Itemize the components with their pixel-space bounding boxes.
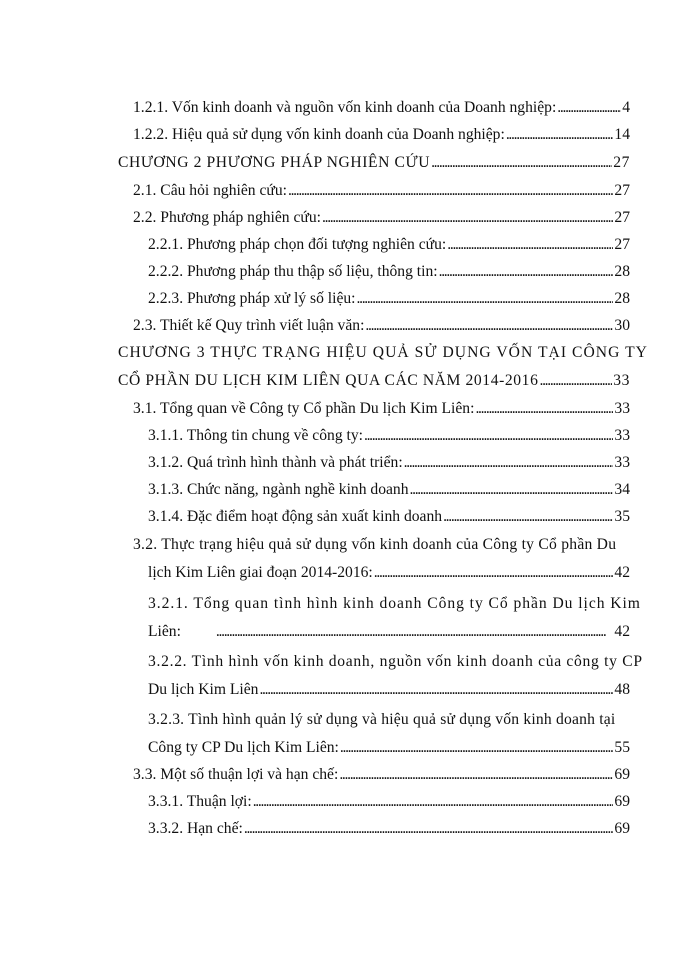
toc-entry-page: 28 bbox=[614, 263, 630, 280]
toc-entry-page: 30 bbox=[614, 317, 630, 334]
toc-entry-chapter-3[interactable] bbox=[118, 340, 648, 366]
toc-entry-chapter-2[interactable] bbox=[118, 150, 630, 176]
toc-leader-dots bbox=[339, 735, 614, 761]
toc-entry-1-2-1[interactable] bbox=[133, 95, 630, 121]
toc-entry-title: 3.1.1. Thông tin chung về công ty: bbox=[148, 427, 363, 444]
toc-entry-3-2-cont[interactable] bbox=[148, 560, 630, 586]
toc-entry-page: 34 bbox=[614, 481, 630, 498]
toc-entry-title: 3.2. Thực trạng hiệu quả sử dụng vốn kinh doanh của Công ty Cổ phần Du bbox=[133, 536, 617, 553]
toc-leader-dots bbox=[505, 122, 614, 148]
toc-entry-title: 3.2.1. Tổng quan tình hình kinh doanh Công ty Cổ phần Du lịch Kim bbox=[148, 595, 641, 612]
toc-entry-title: 2.2. Phương pháp nghiên cứu: bbox=[133, 209, 322, 226]
toc-entry-2-1[interactable] bbox=[133, 178, 630, 204]
toc-entry-title: 3.1.4. Đặc điểm hoạt động sản xuất kinh doanh bbox=[148, 508, 443, 525]
toc-entry-title: 2.3. Thiết kế Quy trình viết luận văn: bbox=[133, 317, 365, 334]
toc-entry-title: CHƯƠNG 3 THỰC TRẠNG HIỆU QUẢ SỬ DỤNG VỐN TẠI CÔNG TY bbox=[118, 344, 648, 361]
toc-leader-dots bbox=[442, 504, 613, 530]
toc-entry-page: 33 bbox=[614, 427, 630, 444]
toc-entry-chapter-3-cont[interactable] bbox=[118, 368, 630, 394]
toc-entry-page: 27 bbox=[614, 182, 630, 199]
toc-entry-3-3-1[interactable] bbox=[148, 789, 630, 815]
toc-leader-dots bbox=[321, 205, 613, 231]
toc-entry-1-2-2[interactable] bbox=[133, 122, 630, 148]
toc-entry-page: 33 bbox=[613, 372, 630, 389]
toc-entry-page: 48 bbox=[614, 681, 630, 698]
toc-entry-title: 1.2.2. Hiệu quả sử dụng vốn kinh doanh của Doanh nghiệp: bbox=[133, 126, 505, 143]
toc-entry-page: 33 bbox=[614, 454, 630, 471]
toc-entry-page: 33 bbox=[614, 400, 630, 417]
toc-leader-dots bbox=[446, 232, 613, 258]
toc-leader-dots bbox=[287, 178, 613, 204]
toc-entry-title: 2.2.1. Phương pháp chọn đối tượng nghiên cứu: bbox=[148, 236, 447, 253]
toc-entry-3-2-2-cont[interactable] bbox=[148, 677, 630, 703]
toc-entry-title: 2.2.2. Phương pháp thu thập số liệu, thông tin: bbox=[148, 263, 438, 280]
toc-entry-page: 27 bbox=[614, 236, 630, 253]
toc-entry-page: 55 bbox=[614, 739, 630, 756]
toc-entry-2-2-2[interactable] bbox=[148, 259, 630, 285]
toc-leader-dots bbox=[364, 313, 613, 339]
toc-entry-title: 3.3.1. Thuận lợi: bbox=[148, 793, 252, 810]
toc-entry-title: lịch Kim Liên giai đoạn 2014-2016: bbox=[148, 564, 373, 581]
toc-entry-page: 27 bbox=[614, 209, 630, 226]
toc-entry-3-1[interactable] bbox=[133, 396, 630, 422]
toc-leader-dots bbox=[409, 477, 614, 503]
toc-entry-title: 3.3.2. Hạn chế: bbox=[148, 820, 243, 837]
toc-leader-dots bbox=[252, 789, 614, 815]
toc-entry-3-2[interactable] bbox=[133, 532, 630, 558]
toc-entry-page: 14 bbox=[614, 126, 630, 143]
toc-leader-dots bbox=[556, 95, 621, 121]
toc-entry-title: 3.3. Một số thuận lợi và hạn chế: bbox=[133, 766, 339, 783]
toc-entry-3-1-4[interactable] bbox=[148, 504, 630, 530]
toc-leader-dots bbox=[258, 677, 613, 703]
toc-entry-3-2-1-cont[interactable] bbox=[148, 619, 630, 645]
toc-entry-title: Công ty CP Du lịch Kim Liên: bbox=[148, 739, 339, 756]
toc-entry-title: Liên: bbox=[148, 623, 181, 640]
toc-leader-dots bbox=[438, 259, 614, 285]
toc-leader-dots bbox=[363, 423, 613, 449]
toc-entry-3-1-3[interactable] bbox=[148, 477, 630, 503]
toc-entry-3-2-3[interactable] bbox=[148, 707, 630, 733]
toc-entry-3-3-2[interactable] bbox=[148, 816, 630, 842]
toc-entry-3-3[interactable] bbox=[133, 762, 630, 788]
toc-leader-dots bbox=[474, 396, 613, 422]
toc-entry-page: 27 bbox=[613, 154, 630, 171]
toc-leader-dots bbox=[538, 368, 612, 394]
toc-entry-3-1-2[interactable] bbox=[148, 450, 630, 476]
toc-leader-dots bbox=[373, 560, 614, 586]
toc-entry-page: 35 bbox=[614, 508, 630, 525]
toc-entry-title: CHƯƠNG 2 PHƯƠNG PHÁP NGHIÊN CỨU bbox=[118, 154, 431, 171]
toc-entry-page: 42 bbox=[614, 623, 630, 640]
toc-leader-dots bbox=[215, 619, 606, 645]
toc-entry-title: 3.1.2. Quá trình hình thành và phát triển: bbox=[148, 454, 403, 471]
toc-entry-2-2-1[interactable] bbox=[148, 232, 630, 258]
toc-entry-title: 3.2.2. Tình hình vốn kinh doanh, nguồn vốn kinh doanh của công ty CP bbox=[148, 653, 643, 670]
toc-entry-page: 69 bbox=[614, 766, 630, 783]
toc-entry-title: 3.2.3. Tình hình quản lý sử dụng và hiệu quả sử dụng vốn kinh doanh tại bbox=[148, 711, 616, 728]
toc-entry-2-3[interactable] bbox=[133, 313, 630, 339]
toc-leader-dots bbox=[403, 450, 614, 476]
toc-entry-page: 28 bbox=[614, 290, 630, 307]
toc-entry-page: 69 bbox=[614, 820, 630, 837]
toc-leader-dots bbox=[243, 816, 614, 842]
toc-entry-title: 3.1.3. Chức năng, ngành nghề kinh doanh bbox=[148, 481, 409, 498]
toc-entry-title: CỔ PHẦN DU LỊCH KIM LIÊN QUA CÁC NĂM 2014-2016 bbox=[118, 372, 539, 389]
toc-entry-title: 2.1. Câu hỏi nghiên cứu: bbox=[133, 182, 287, 199]
toc-entry-2-2[interactable] bbox=[133, 205, 630, 231]
toc-entry-title: 2.2.3. Phương pháp xử lý số liệu: bbox=[148, 290, 356, 307]
toc-leader-dots bbox=[356, 286, 614, 312]
toc-entry-page: 42 bbox=[614, 564, 630, 581]
toc-entry-title: 1.2.1. Vốn kinh doanh và nguồn vốn kinh doanh của Doanh nghiệp: bbox=[133, 99, 557, 116]
toc-entry-page: 4 bbox=[622, 99, 630, 116]
toc-leader-dots bbox=[430, 150, 612, 176]
toc-entry-title: Du lịch Kim Liên bbox=[148, 681, 259, 698]
toc-entry-page: 69 bbox=[614, 793, 630, 810]
toc-entry-3-2-2[interactable] bbox=[148, 649, 643, 675]
toc-entry-3-1-1[interactable] bbox=[148, 423, 630, 449]
toc-entry-3-2-1[interactable] bbox=[148, 591, 641, 617]
toc-leader-dots bbox=[338, 762, 613, 788]
toc-entry-3-2-3-cont[interactable] bbox=[148, 735, 630, 761]
toc-entry-2-2-3[interactable] bbox=[148, 286, 630, 312]
toc-entry-title: 3.1. Tổng quan về Công ty Cổ phần Du lịch Kim Liên: bbox=[133, 400, 475, 417]
